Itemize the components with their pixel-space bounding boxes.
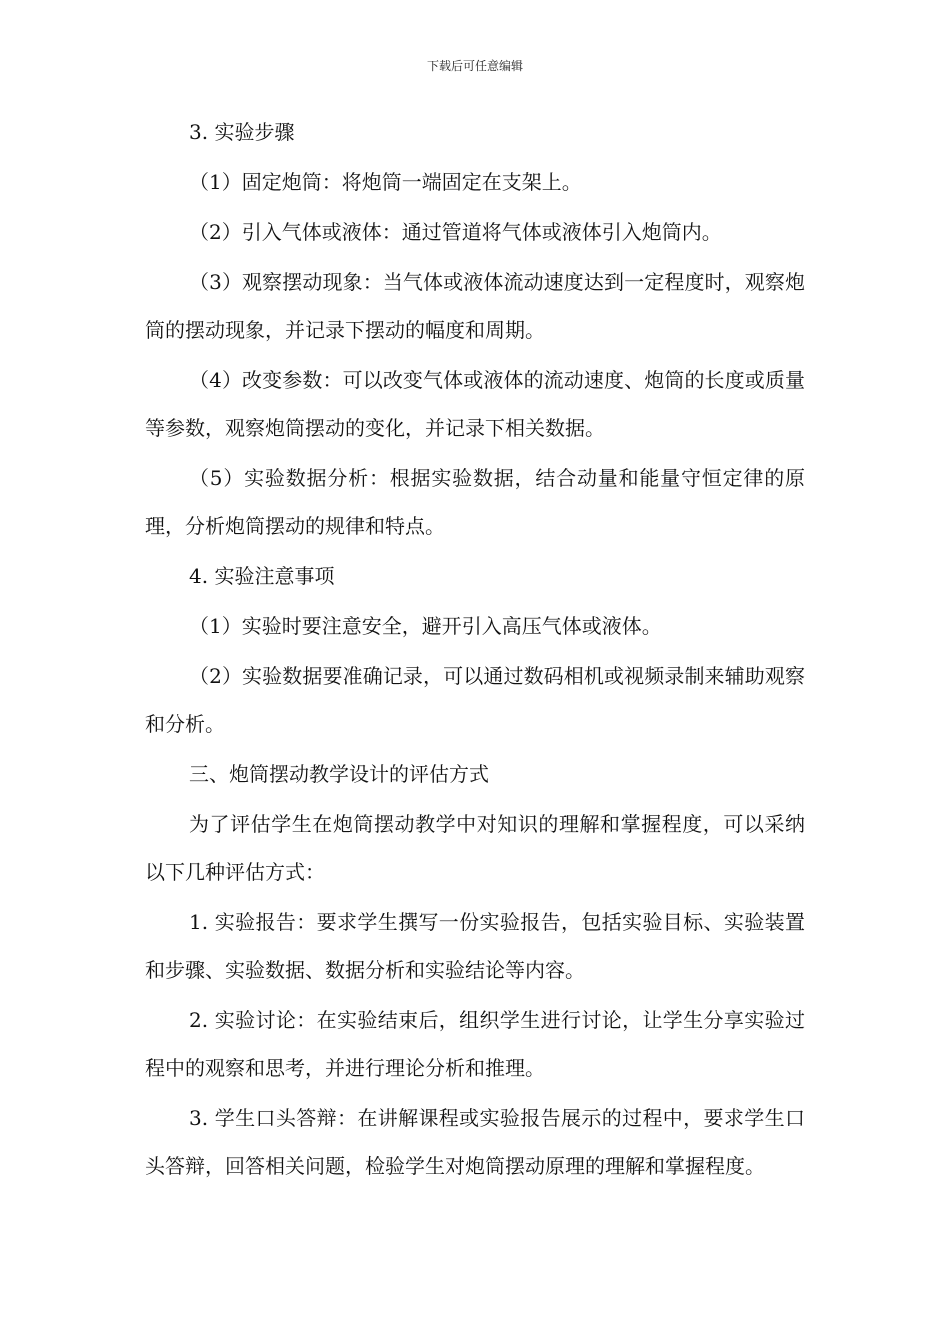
precaution-1-paragraph: （1）实验时要注意安全，避开引入高压气体或液体。 [189, 614, 662, 638]
heading-experiment-steps: 3. 实验步骤 [189, 120, 295, 144]
precaution-2-paragraph: （2）实验数据要准确记录，可以通过数码相机或视频录制来辅助观察和分析。 [145, 664, 805, 736]
step-2-paragraph: （2）引入气体或液体：通过管道将气体或液体引入炮筒内。 [189, 220, 722, 244]
step-3-paragraph: （3）观察摆动现象：当气体或液体流动速度达到一定程度时，观察炮筒的摆动现象，并记录下摆动的幅度和周期。 [145, 270, 805, 342]
evaluation-1-paragraph: 1. 实验报告：要求学生撰写一份实验报告，包括实验目标、实验装置和步骤、实验数据、数据分析和实验结论等内容。 [145, 910, 805, 982]
step-1-paragraph: （1）固定炮筒：将炮筒一端固定在支架上。 [189, 170, 582, 194]
page-header-note: 下载后可任意编辑 [426, 59, 523, 73]
evaluation-intro-paragraph: 为了评估学生在炮筒摆动教学中对知识的理解和掌握程度，可以采纳以下几种评估方式： [145, 812, 805, 884]
evaluation-2-paragraph: 2. 实验讨论：在实验结束后，组织学生进行讨论，让学生分享实验过程中的观察和思考，并进行理论分析和推理。 [145, 1008, 805, 1080]
section-heading-evaluation: 三、炮筒摆动教学设计的评估方式 [189, 762, 489, 786]
document-body [145, 108, 805, 1192]
step-5-paragraph: （5）实验数据分析：根据实验数据，结合动量和能量守恒定律的原理，分析炮筒摆动的规律和特点。 [145, 466, 805, 538]
step-4-paragraph: （4）改变参数：可以改变气体或液体的流动速度、炮筒的长度或质量等参数，观察炮筒摆动的变化，并记录下相关数据。 [145, 368, 805, 440]
heading-precautions: 4. 实验注意事项 [189, 564, 335, 588]
evaluation-3-paragraph: 3. 学生口头答辩：在讲解课程或实验报告展示的过程中，要求学生口头答辩，回答相关问题，检验学生对炮筒摆动原理的理解和掌握程度。 [145, 1106, 805, 1178]
